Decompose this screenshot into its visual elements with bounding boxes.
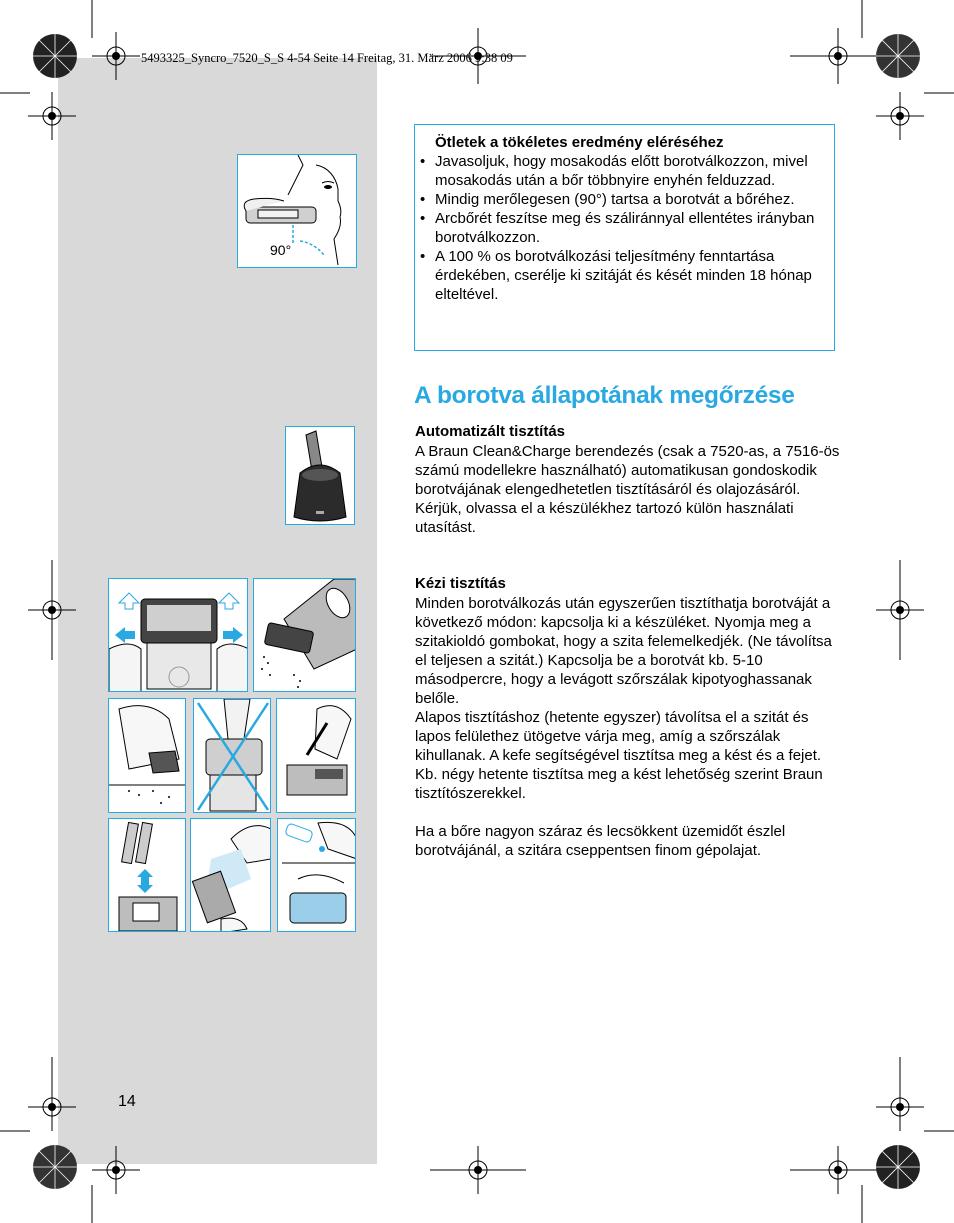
- clean-charge-station-figure: [285, 426, 355, 525]
- paragraph: Alapos tisztításhoz (hetente egyszer) távolítsa el a szitát és lapos felülethez ütögetve várja meg, amíg a szőrszálak kihullanak. A kefe segítségével tisztítsa meg a kést és a fejet. Kb. négy hetente tisztítsa meg a kést lehetőség szerint Braun tisztítószerekkel.: [415, 709, 823, 802]
- section-heading: A borotva állapotának megőrzése: [414, 382, 795, 409]
- oil-foil-figure: [277, 818, 356, 932]
- bullet-icon: •: [420, 248, 426, 265]
- tips-list: [420, 152, 830, 304]
- cutter-removal-figure: [108, 818, 186, 932]
- print-header: 5493325_Syncro_7520_S_S 4-54 Seite 14 Freitag, 31. März 2006 9:38 09: [141, 51, 513, 65]
- paragraph: Minden borotválkozás után egyszerűen tisztíthatja borotváját a következő módon: kapcsolja ki a készüléket. Nyomja meg a szitakioldó gombokat, hogy a szita felemelkedjék. (Ne távolítsa el teljesen a szitát.) Kapcsolja be a borotvát kb. 5-10 másodpercre, hogy a levágott szőrszálak kipotyoghassanak belőle.: [415, 595, 832, 707]
- list-item: • A 100 % os borotválkozási teljesítmény fenntartása érdekében, cserélje ki szitáját és kését minden 18 hónap elteltével.: [420, 248, 812, 303]
- list-item: • Arcbőrét feszítse meg és száliránnyal ellentétes irányban borotválkozzon.: [420, 210, 815, 246]
- paragraph: Ha a bőre nagyon száraz és lecsökkent üzemidőt észlel borotvájánál, a szitára cseppentsen finom gépolajat.: [415, 823, 786, 859]
- list-item: • Javasoljuk, hogy mosakodás előtt borotválkozzon, mivel mosakodás után a bőr többnyire enyhén felduzzad.: [420, 153, 808, 189]
- shaver-on-figure: [253, 578, 356, 692]
- no-brush-foil-figure: [193, 698, 271, 813]
- page-number: 14: [118, 1093, 136, 1110]
- tap-foil-figure: [108, 698, 186, 813]
- shaving-angle-figure: [237, 154, 357, 268]
- auto-cleaning-text: A Braun Clean&Charge berendezés (csak a 7520-as, a 7516-ös számú modellekre használható) automatikusan gondoskodik borotvájának elengedhetetlen tisztításáról és olajozásáról. Kérjük, olvassa el a készülékhez tartozó külön használati utasítást.: [415, 443, 840, 536]
- bullet-icon: •: [420, 191, 426, 208]
- angle-label: 90°: [270, 242, 292, 258]
- bullet-icon: •: [420, 210, 426, 227]
- tips-title: Ötletek a tökéletes eredmény eléréséhez: [435, 134, 724, 151]
- manual-cleaning-title: Kézi tisztítás: [415, 575, 506, 592]
- cleaning-spray-figure: [190, 818, 271, 932]
- bullet-icon: •: [420, 153, 426, 170]
- manual-cleaning-text: [415, 594, 837, 860]
- brush-cutter-figure: [276, 698, 356, 813]
- auto-cleaning-title: Automatizált tisztítás: [415, 423, 566, 440]
- foil-release-figure: [108, 578, 248, 692]
- list-item: • Mindig merőlegesen (90°) tartsa a borotvát a bőréhez.: [420, 191, 795, 208]
